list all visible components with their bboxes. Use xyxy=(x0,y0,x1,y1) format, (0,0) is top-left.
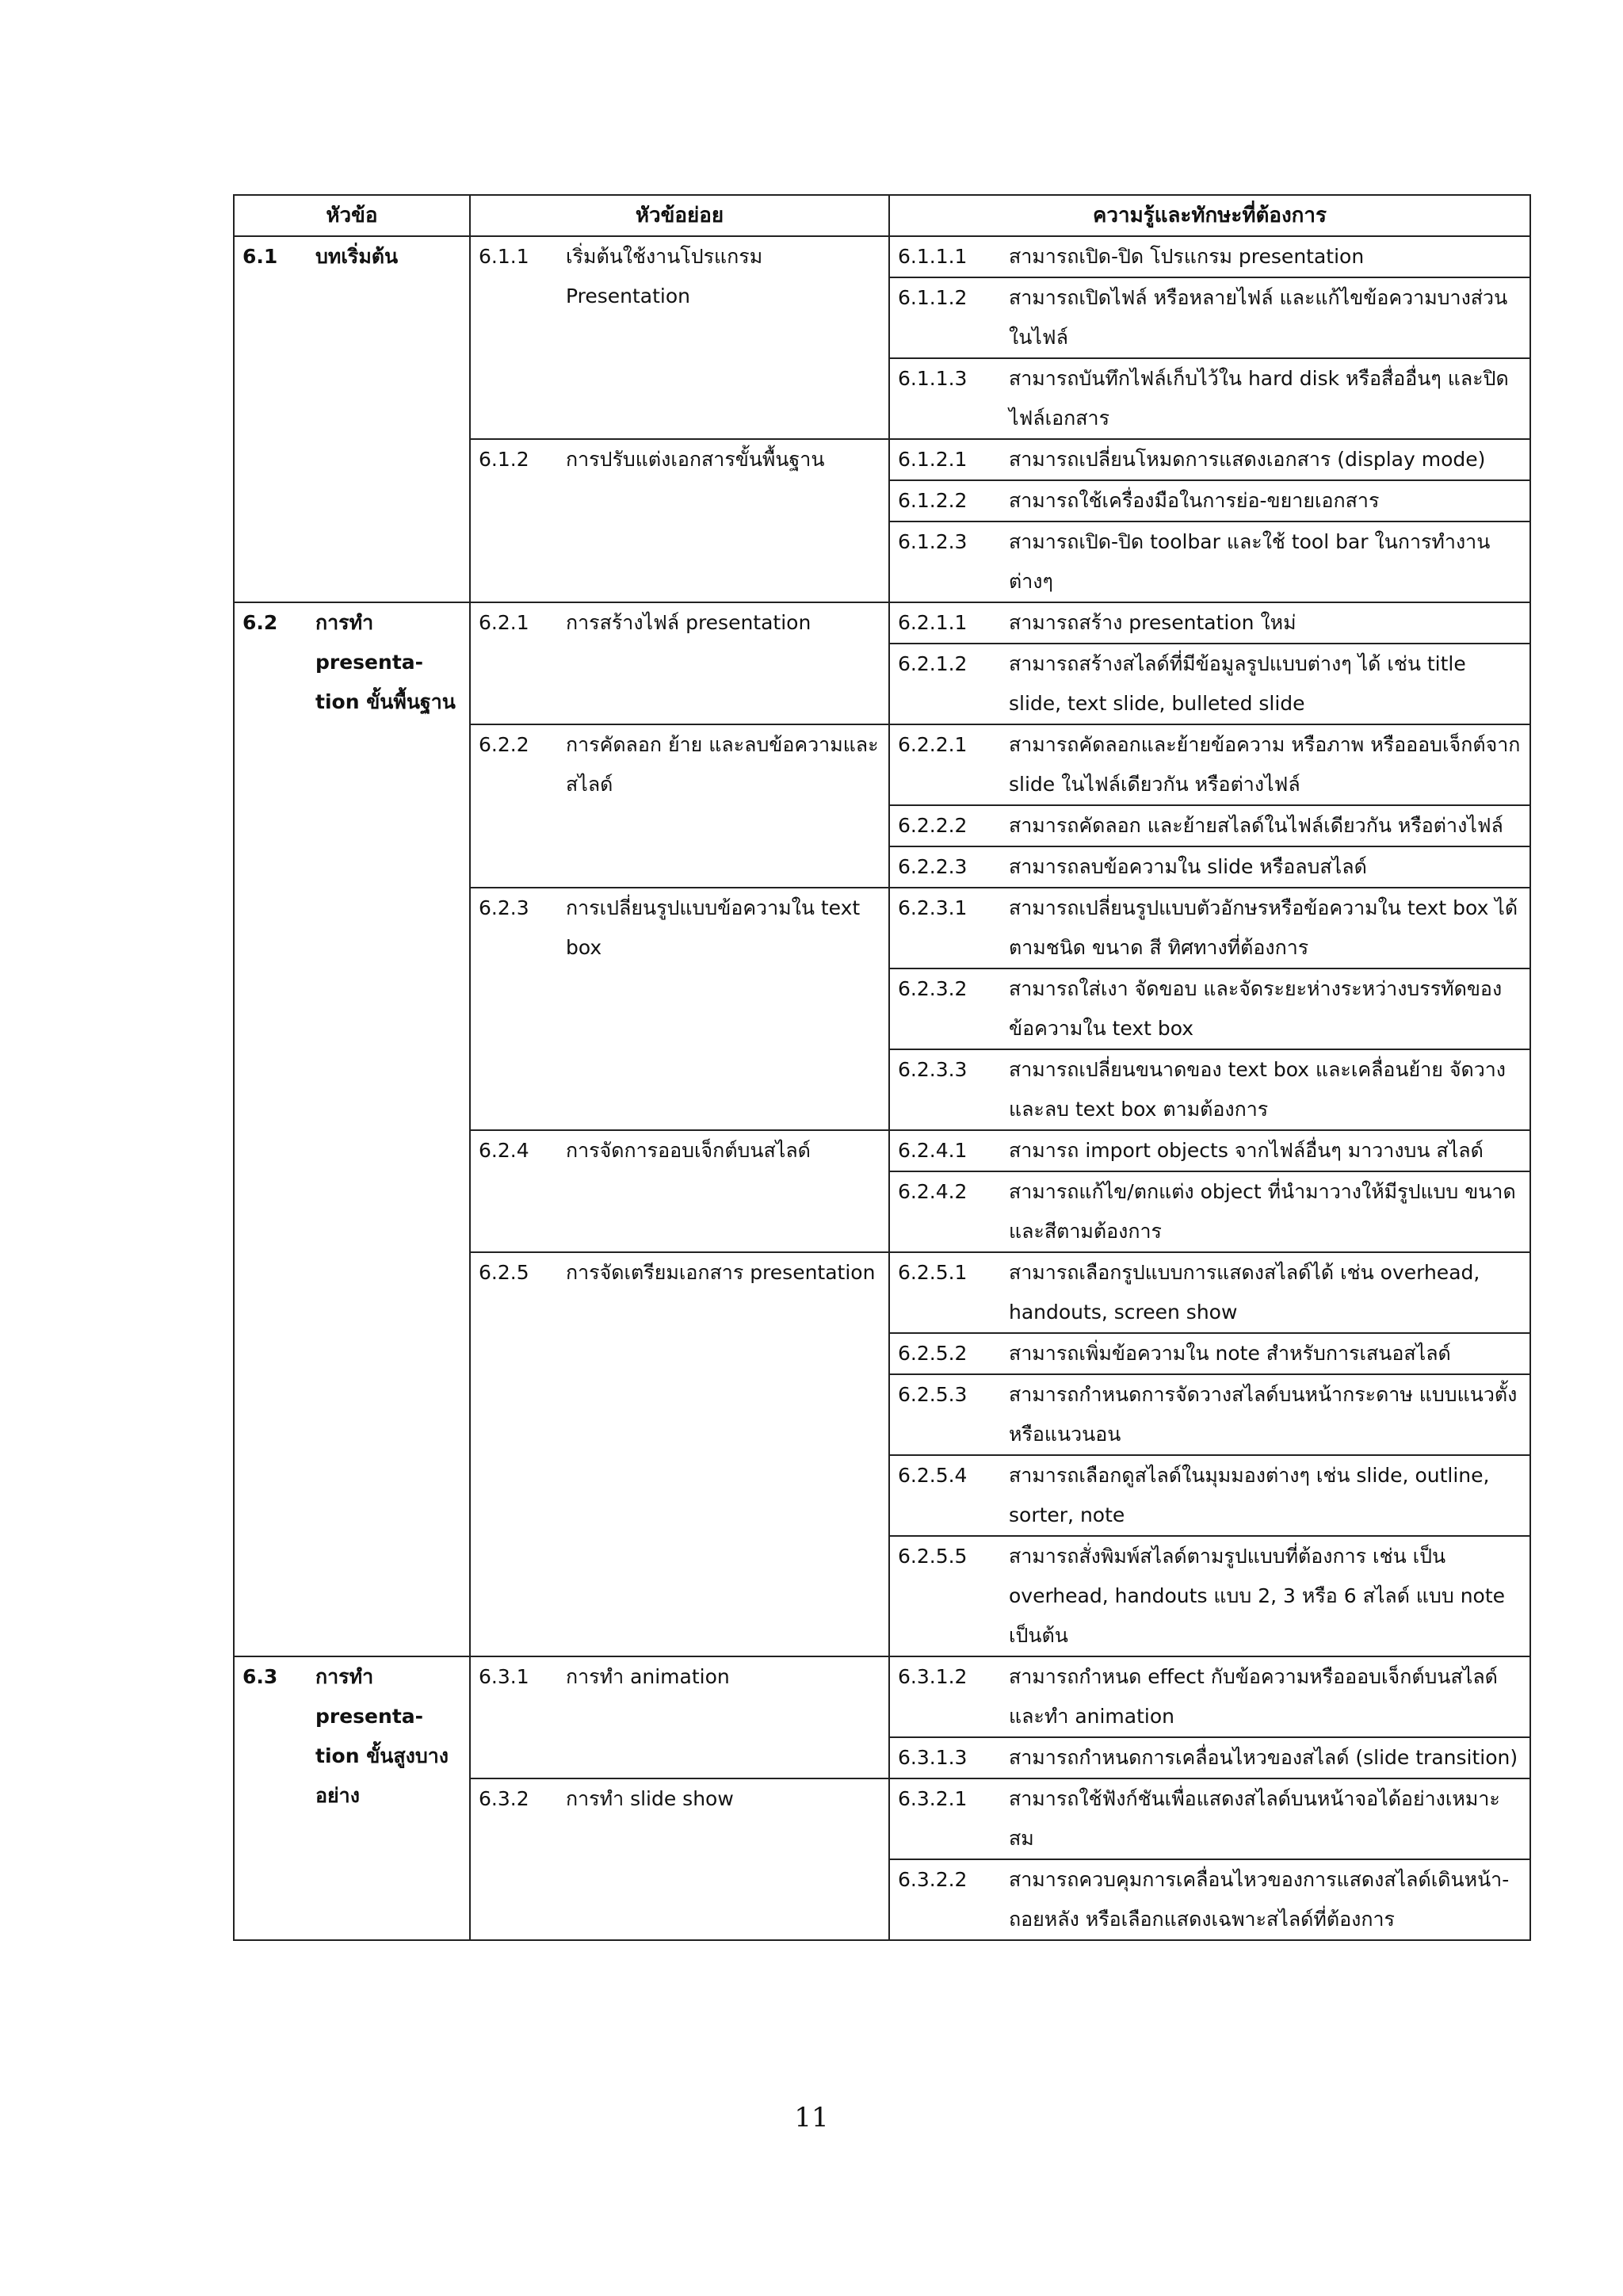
skill-number: 6.3.2.1 xyxy=(898,1787,968,1810)
topic-number: 6.1 xyxy=(242,245,278,268)
skill-cell xyxy=(889,236,1530,277)
skill-number: 6.1.1.3 xyxy=(898,367,968,390)
skill-number: 6.2.3.1 xyxy=(898,896,968,919)
skill-text: สามารถสร้าง presentation ใหม่ xyxy=(1009,611,1296,634)
skill-number: 6.2.5.5 xyxy=(898,1545,968,1568)
subtopic-number: 6.2.3 xyxy=(479,896,529,919)
subtopic-name: เริ่มต้นใช้งานโปรแกรม Presentation xyxy=(566,245,763,308)
skill-text: สามารถเปลี่ยนขนาดของ text box และเคลื่อนย้าย จัดวาง และลบ text box ตามต้องการ xyxy=(1009,1058,1506,1121)
skill-cell xyxy=(889,1455,1530,1536)
skill-cell xyxy=(889,1536,1530,1656)
skill-text: สามารถแก้ไข/ตกแต่ง object ที่นำมาวางให้มีรูปแบบ ขนาด และสีตามต้องการ xyxy=(1009,1180,1516,1243)
subtopic-name: การทำ slide show xyxy=(566,1787,734,1810)
skill-number: 6.2.1.1 xyxy=(898,611,968,634)
skill-cell xyxy=(889,358,1530,439)
skill-number: 6.2.1.2 xyxy=(898,652,968,675)
skill-cell xyxy=(889,805,1530,846)
skill-number: 6.3.1.3 xyxy=(898,1746,968,1769)
subtopic-name: การปรับแต่งเอกสารขั้นพื้นฐาน xyxy=(566,448,825,471)
skill-text: สามารถเพิ่มข้อความใน note สำหรับการเสนอสไลด์ xyxy=(1009,1342,1451,1365)
skill-cell xyxy=(889,1778,1530,1859)
header-topic: หัวข้อ xyxy=(234,195,470,236)
skill-text: สามารถเปลี่ยนโหมดการแสดงเอกสาร (display mode) xyxy=(1009,448,1486,471)
subtopic-cell xyxy=(470,724,889,888)
skill-number: 6.2.4.1 xyxy=(898,1139,968,1162)
subtopic-name: การทำ animation xyxy=(566,1665,730,1688)
skill-text: สามารถใช้ฟังก์ชันเพื่อแสดงสไลด์บนหน้าจอได้อย่างเหมาะสม xyxy=(1009,1787,1500,1850)
skill-number: 6.2.5.1 xyxy=(898,1261,968,1284)
skill-cell xyxy=(889,888,1530,968)
topic-name: การทำ presenta-tion ขั้นพื้นฐาน xyxy=(315,611,456,713)
subtopic-cell xyxy=(470,602,889,724)
skill-number: 6.3.2.2 xyxy=(898,1868,968,1891)
skills-table xyxy=(233,194,1531,1941)
skill-text: สามารถสร้างสไลด์ที่มีข้อมูลรูปแบบต่างๆ ได้ เช่น title slide, text slide, bulleted slide xyxy=(1009,652,1466,715)
skill-cell xyxy=(889,1656,1530,1737)
skill-number: 6.1.2.3 xyxy=(898,530,968,553)
skill-number: 6.2.5.2 xyxy=(898,1342,968,1365)
skill-text: สามารถเลือกดูสไลด์ในมุมมองต่างๆ เช่น slide, outline, sorter, note xyxy=(1009,1464,1490,1526)
topic-cell xyxy=(234,1656,470,1940)
skill-cell xyxy=(889,277,1530,358)
subtopic-cell xyxy=(470,1656,889,1778)
topic-cell xyxy=(234,236,470,602)
skill-text: สามารถควบคุมการเคลื่อนไหวของการแสดงสไลด์เดินหน้า-ถอยหลัง หรือเลือกแสดงเฉพาะสไลด์ที่ต้องการ xyxy=(1009,1868,1510,1931)
skill-text: สามารถเปิด-ปิด โปรแกรม presentation xyxy=(1009,245,1365,268)
skill-number: 6.3.1.2 xyxy=(898,1665,968,1688)
skill-text: สามารถลบข้อความใน slide หรือลบสไลด์ xyxy=(1009,855,1367,878)
subtopic-number: 6.2.5 xyxy=(479,1261,529,1284)
skill-number: 6.2.2.2 xyxy=(898,814,968,837)
skill-number: 6.1.1.2 xyxy=(898,286,968,309)
skill-text: สามารถใส่เงา จัดขอบ และจัดระยะห่างระหว่างบรรทัดของข้อความใน text box xyxy=(1009,977,1503,1040)
subtopic-number: 6.2.4 xyxy=(479,1139,529,1162)
skill-text: สามารถบันทึกไฟล์เก็บไว้ใน hard disk หรือสื่ออื่นๆ และปิดไฟล์เอกสาร xyxy=(1009,367,1509,430)
skill-cell xyxy=(889,1130,1530,1171)
skill-cell xyxy=(889,1049,1530,1130)
skill-number: 6.2.2.1 xyxy=(898,733,968,756)
skill-text: สามารถใช้เครื่องมือในการย่อ-ขยายเอกสาร xyxy=(1009,489,1380,512)
skill-text: สามารถกำหนดการจัดวางสไลด์บนหน้ากระดาษ แบบแนวตั้งหรือแนวนอน xyxy=(1009,1383,1518,1446)
skill-text: สามารถกำหนด effect กับข้อความหรือออบเจ็กต์บนสไลด์ และทำ animation xyxy=(1009,1665,1498,1728)
subtopic-name: การจัดการออบเจ็กต์บนสไลด์ xyxy=(566,1139,811,1162)
subtopic-name: การสร้างไฟล์ presentation xyxy=(566,611,812,634)
skill-number: 6.1.1.1 xyxy=(898,245,968,268)
subtopic-name: การคัดลอก ย้าย และลบข้อความและสไลด์ xyxy=(566,733,879,796)
table-row xyxy=(234,236,1530,277)
skill-cell xyxy=(889,644,1530,724)
skill-cell xyxy=(889,1171,1530,1252)
header-skills: ความรู้และทักษะที่ต้องการ xyxy=(889,195,1530,236)
subtopic-cell xyxy=(470,1130,889,1252)
skill-cell xyxy=(889,968,1530,1049)
skill-cell xyxy=(889,1333,1530,1374)
skill-number: 6.2.2.3 xyxy=(898,855,968,878)
topic-cell xyxy=(234,602,470,1656)
subtopic-number: 6.2.2 xyxy=(479,733,529,756)
skill-text: สามารถ import objects จากไฟล์อื่นๆ มาวางบน สไลด์ xyxy=(1009,1139,1484,1162)
skill-number: 6.1.2.1 xyxy=(898,448,968,471)
skill-text: สามารถคัดลอก และย้ายสไลด์ในไฟล์เดียวกัน หรือต่างไฟล์ xyxy=(1009,814,1503,837)
subtopic-number: 6.2.1 xyxy=(479,611,529,634)
table-row xyxy=(234,1656,1530,1737)
table-header-row xyxy=(234,195,1530,236)
subtopic-number: 6.1.2 xyxy=(479,448,529,471)
skill-cell xyxy=(889,480,1530,521)
topic-name: บทเริ่มต้น xyxy=(315,245,399,268)
subtopic-cell xyxy=(470,1778,889,1940)
subtopic-cell xyxy=(470,888,889,1130)
table-row xyxy=(234,602,1530,644)
skill-number: 6.2.3.3 xyxy=(898,1058,968,1081)
skill-text: สามารถกำหนดการเคลื่อนไหวของสไลด์ (slide transition) xyxy=(1009,1746,1518,1769)
skill-cell xyxy=(889,846,1530,888)
skill-cell xyxy=(889,1252,1530,1333)
skill-text: สามารถสั่งพิมพ์สไลด์ตามรูปแบบที่ต้องการ เช่น เป็น overhead, handouts แบบ 2, 3 หรือ 6 สไลด์ แบบ note เป็นต้น xyxy=(1009,1545,1506,1647)
skill-number: 6.2.5.4 xyxy=(898,1464,968,1487)
skill-number: 6.2.4.2 xyxy=(898,1180,968,1203)
skill-number: 6.2.3.2 xyxy=(898,977,968,1000)
skill-cell xyxy=(889,1859,1530,1940)
header-subtopic: หัวข้อย่อย xyxy=(470,195,889,236)
topic-name: การทำ presenta-tion ขั้นสูงบางอย่าง xyxy=(315,1665,449,1807)
topic-number: 6.3 xyxy=(242,1665,278,1688)
skill-cell xyxy=(889,602,1530,644)
page-number: 11 xyxy=(794,2102,829,2134)
table-body xyxy=(234,236,1530,1940)
skill-text: สามารถเปิด-ปิด toolbar และใช้ tool bar ในการทำงานต่างๆ xyxy=(1009,530,1491,593)
subtopic-number: 6.1.1 xyxy=(479,245,529,268)
skill-text: สามารถเปิดไฟล์ หรือหลายไฟล์ และแก้ไขข้อความบางส่วนในไฟล์ xyxy=(1009,286,1508,349)
skill-text: สามารถเลือกรูปแบบการแสดงสไลด์ได้ เช่น overhead, handouts, screen show xyxy=(1009,1261,1480,1324)
skill-cell xyxy=(889,521,1530,602)
skill-text: สามารถคัดลอกและย้ายข้อความ หรือภาพ หรือออบเจ็กต์จาก slide ในไฟล์เดียวกัน หรือต่างไฟล์ xyxy=(1009,733,1521,796)
skill-cell xyxy=(889,1737,1530,1778)
skill-cell xyxy=(889,1374,1530,1455)
skill-cell xyxy=(889,439,1530,480)
subtopic-name: การเปลี่ยนรูปแบบข้อความใน text box xyxy=(566,896,861,959)
skill-number: 6.1.2.2 xyxy=(898,489,968,512)
subtopic-cell xyxy=(470,236,889,439)
subtopic-cell xyxy=(470,439,889,602)
skill-cell xyxy=(889,724,1530,805)
skill-number: 6.2.5.3 xyxy=(898,1383,968,1406)
skill-text: สามารถเปลี่ยนรูปแบบตัวอักษรหรือข้อความใน text box ได้ ตามชนิด ขนาด สี ทิศทางที่ต้องการ xyxy=(1009,896,1518,959)
topic-number: 6.2 xyxy=(242,611,278,634)
subtopic-number: 6.3.1 xyxy=(479,1665,529,1688)
subtopic-number: 6.3.2 xyxy=(479,1787,529,1810)
subtopic-name: การจัดเตรียมเอกสาร presentation xyxy=(566,1261,876,1284)
subtopic-cell xyxy=(470,1252,889,1656)
